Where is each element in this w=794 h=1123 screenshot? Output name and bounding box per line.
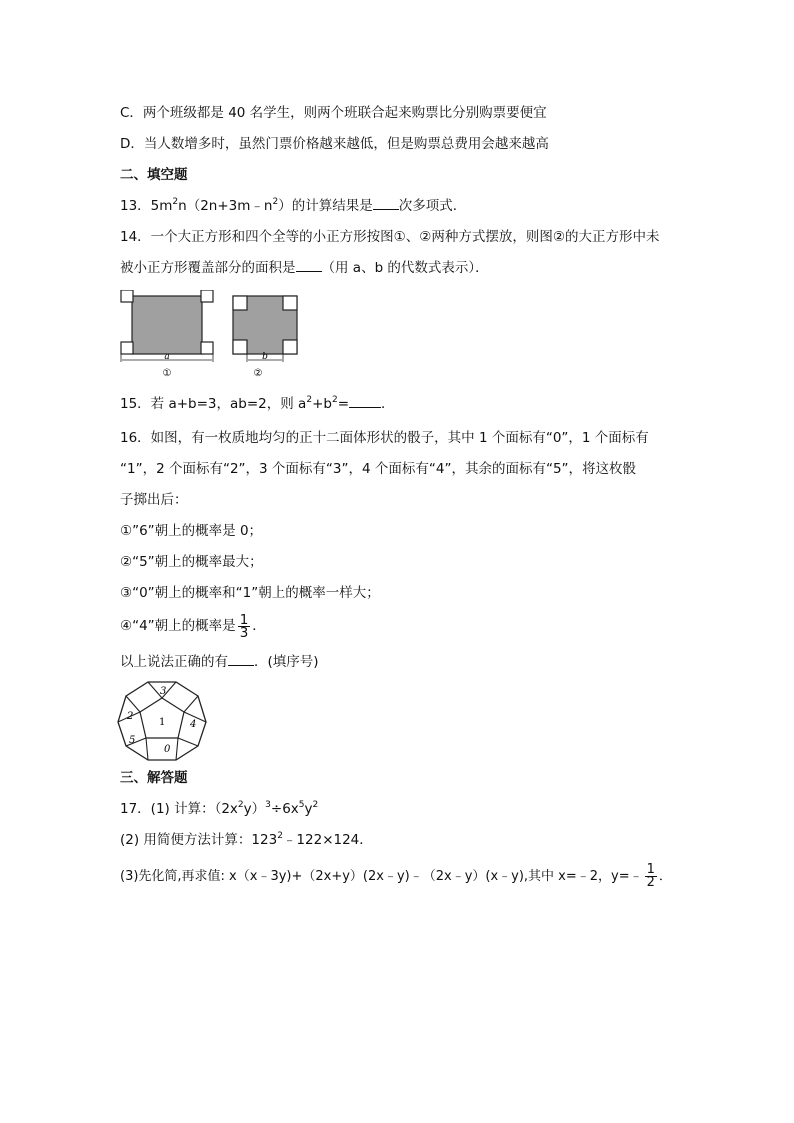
face-label: 0 — [164, 744, 171, 755]
small-square — [121, 290, 133, 302]
question-17-part-1: 17．(1) 计算：$(2x^2y)^3\div 6x^5y^2$ — [120, 800, 319, 817]
question-13: 13．$5m^2n(2n+3m﹣n^2)$的计算结果是 次多项式． — [120, 197, 467, 214]
small-square — [283, 340, 297, 354]
statement-2: ②“5”朝上的概率最大； — [120, 554, 263, 570]
small-square — [283, 296, 297, 310]
question-16-line-2: “1”，2 个面标有“2”，3 个面标有“3”，4 个面标有“4”，其余的面标有“5”，将这枚骰 — [120, 461, 637, 477]
side-label: a — [164, 352, 170, 362]
small-square — [201, 342, 213, 354]
question-14-line-2: 被小正方形覆盖部分的面积是 （用 a、b 的代数式表示）． — [120, 260, 489, 276]
answer-blank — [349, 394, 381, 408]
section-fill-in-title: 二、填空题 — [120, 167, 188, 183]
question-17-part-3: (3)先化简,再求值: x（x﹣3y)+（2x+y）(2x﹣y)﹣（2x﹣y）(x﹣y),其中 x=﹣2，y=﹣ $\frac{1}{2}$ ． — [120, 862, 672, 890]
answer-blank — [296, 258, 322, 272]
face-label: 3 — [160, 686, 167, 697]
question-17-part-2: (2) 用简便方法计算：$123^2﹣122\times 124$． — [120, 831, 373, 848]
side-label: b — [262, 352, 268, 362]
answer-blank — [373, 196, 399, 210]
figure-label: ② — [253, 368, 263, 379]
small-square — [201, 290, 213, 302]
question-15: 15．若 a+b=3，ab=2，则 $a^2+b^2=$ ． — [120, 395, 395, 412]
figure-1-squares — [118, 290, 218, 384]
dodecahedron-die — [116, 680, 208, 764]
fraction-one-third: $\frac{1}{3}$ — [239, 611, 249, 641]
question-16-answer: 以上说法正确的有 ．(填序号) — [120, 654, 319, 670]
question-14-line-1: 14．一个大正方形和四个全等的小正方形按图①、②两种方式摆放，则图②的大正方形中未 — [120, 229, 660, 245]
small-square — [233, 340, 247, 354]
option-c: C．两个班级都是 40 名学生，则两个班联合起来购票比分别购票要便宜 — [120, 105, 547, 121]
option-d: D．当人数增多时，虽然门票价格越来越低，但是购票总费用会越来越高 — [120, 136, 549, 152]
fraction-one-half: $\frac{1}{2}$ — [646, 862, 655, 890]
large-square — [132, 296, 202, 354]
small-square — [233, 296, 247, 310]
question-16-line-1: 16．如图，有一枚质地均匀的正十二面体形状的骰子，其中 1 个面标有“0”，1 个面标有 — [120, 430, 649, 446]
figure-2-cross — [230, 290, 302, 384]
statement-4: ④“4”朝上的概率是 $\frac{1}{3}$ ． — [120, 611, 266, 641]
face-label: 4 — [190, 719, 197, 730]
answer-blank — [228, 652, 254, 666]
face-label: 1 — [159, 717, 166, 728]
statement-3: ③“0”朝上的概率和“1”朝上的概率一样大； — [120, 585, 380, 601]
face-label: 2 — [127, 711, 134, 722]
question-16-line-3: 子掷出后： — [120, 492, 188, 508]
figure-label: ① — [162, 368, 172, 379]
small-square — [121, 342, 133, 354]
face-label: 5 — [129, 735, 136, 746]
statement-1: ①”6”朝上的概率是 0； — [120, 523, 263, 539]
section-solutions-title: 三、解答题 — [120, 770, 188, 786]
